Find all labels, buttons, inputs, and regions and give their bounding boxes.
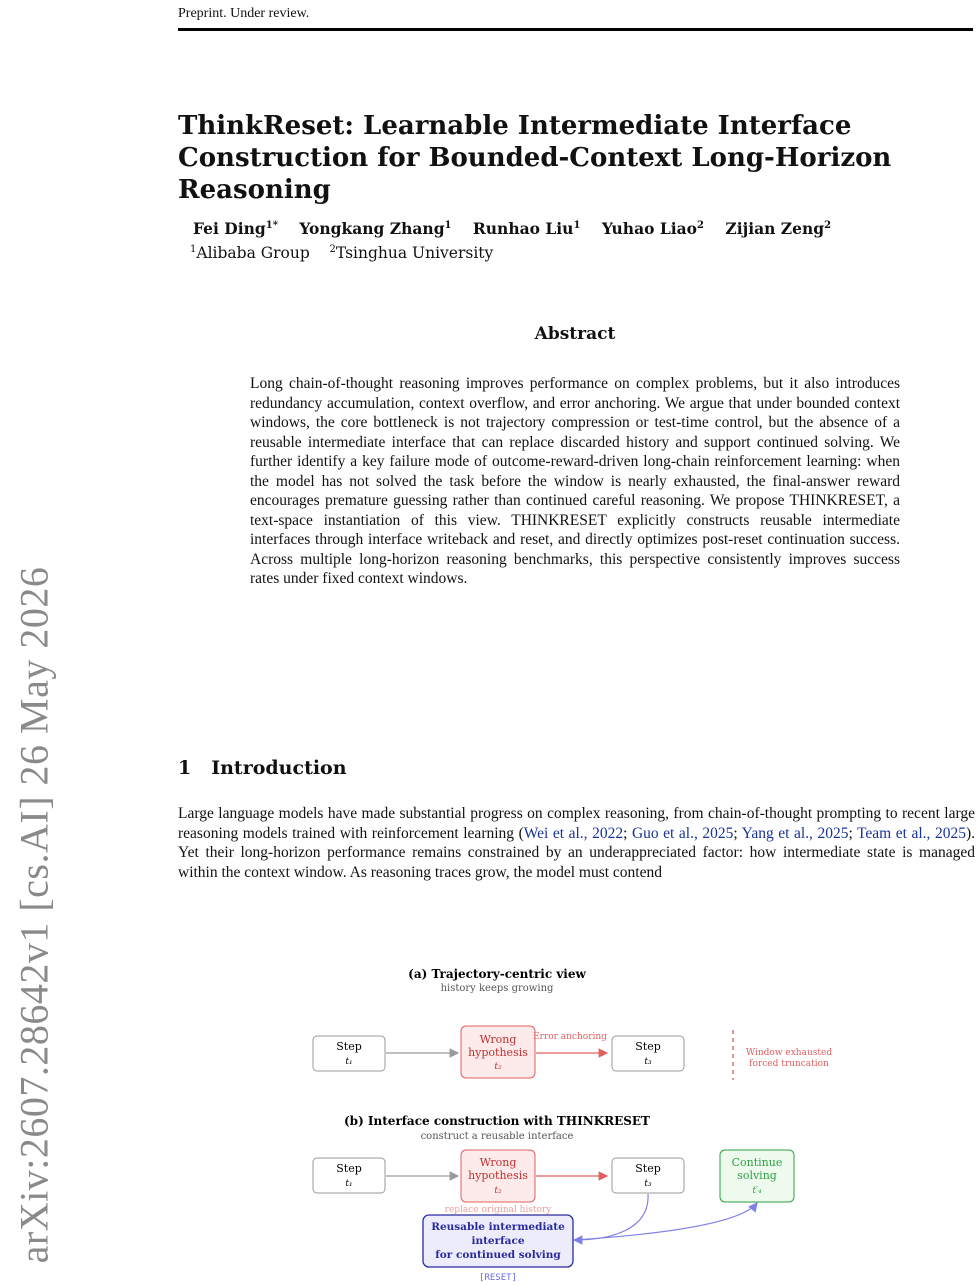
interface-line3: for continued solving	[435, 1249, 561, 1261]
author-sup: 2	[697, 219, 704, 231]
wrong-line2: hypothesis	[468, 1046, 528, 1059]
intro-lead: Large language models have made substantial progress on complex reasoning, from chain-of-thought prompting to recent large reasoning models trained with reinforcement learning (	[178, 805, 975, 842]
affil-sup: 2	[329, 244, 336, 255]
arrow-step3-interface	[574, 1194, 648, 1240]
section-title: Introduction	[211, 757, 347, 779]
continue-line1: Continue	[731, 1156, 783, 1169]
citation-link[interactable]: Yang et al., 2025	[741, 824, 849, 842]
abstract-body: Long chain-of-thought reasoning improves performance on complex problems, but it also introduces redundancy accumulation, context overflow, and error anchoring. We argue that under bounded context windows, the core bottleneck is not trajectory compression or test-time control, but the absence of a reusable intermediate interface that can replace discarded history and support continued solving. We further identify a key failure mode of outcome-reward-driven long-chain reinforcement learning: when the model has not solved the task before the window is nearly exhausted, the final-answer reward encourages premature guessing rather than continued careful reasoning. We propose THINKRESET, a text-space instantiation of this view. THINKRESET explicitly constructs reusable intermediate interfaces through interface writeback and reset, and directly optimizes post-reset continuation success. Across multiple long-horizon reasoning benchmarks, this perspective consistently improves success rates under fixed context windows.	[250, 375, 900, 587]
affil-name: Alibaba Group	[196, 244, 310, 263]
citation-link[interactable]: Team et al., 2025	[857, 824, 966, 842]
wrong-sub: t₂	[494, 1062, 502, 1072]
affil-sup: 1	[190, 244, 197, 255]
step1-label: Step	[336, 1040, 362, 1053]
panel-a-subtitle: history keeps growing	[440, 983, 554, 994]
step1-sub-b: t₁	[345, 1179, 353, 1189]
author-name: Runhao Liu	[472, 219, 574, 238]
continue-line2: solving	[737, 1169, 777, 1182]
wrong-line1: Wrong	[479, 1033, 517, 1046]
replace-history-label: replace original history	[444, 1205, 552, 1215]
reset-token: [RESET]	[479, 1273, 517, 1283]
wrong-line1-b: Wrong	[479, 1156, 517, 1169]
arrow-interface-continue	[574, 1203, 757, 1240]
exhausted-line2: forced truncation	[749, 1059, 829, 1069]
step1-label-b: Step	[336, 1162, 362, 1175]
error-anchoring-label: Error anchoring	[533, 1032, 607, 1042]
preprint-header: Preprint. Under review.	[178, 6, 310, 21]
author-sup: 1*	[265, 219, 278, 231]
author-sup: 1	[444, 219, 452, 231]
interface-line2: interface	[471, 1235, 525, 1247]
continue-sub: t′₄	[752, 1186, 762, 1196]
abstract-heading: Abstract	[534, 324, 616, 344]
interface-line1: Reusable intermediate	[431, 1221, 565, 1233]
author-name: Zijian Zeng	[725, 219, 825, 238]
panel-a-title: (a) Trajectory-centric view	[408, 967, 586, 981]
panel-b-subtitle: construct a reusable interface	[420, 1131, 574, 1142]
citation-link[interactable]: Wei et al., 2022	[523, 824, 624, 842]
affil-name: Tsinghua University	[335, 244, 494, 263]
author-name: Fei Ding	[193, 219, 266, 238]
citation-link[interactable]: Guo et al., 2025	[631, 824, 734, 842]
wrong-line2-b: hypothesis	[468, 1169, 528, 1182]
step3-label: Step	[635, 1040, 661, 1053]
wrong-sub-b: t₂	[494, 1186, 502, 1196]
panel-b-title: (b) Interface construction with THINKRESET	[344, 1114, 650, 1128]
author-sup: 1	[573, 219, 581, 231]
step3-sub: t₃	[644, 1057, 652, 1067]
step3-sub-b: t₃	[644, 1179, 652, 1189]
step3-label-b: Step	[635, 1162, 661, 1175]
section-number: 1	[178, 757, 192, 779]
arxiv-id: arXiv:2607.28642v1 [cs.AI] 26 May 2026	[11, 566, 57, 1264]
paper-title: ThinkReset: Learnable Intermediate Interface Construction for Bounded-Context Long-Horizon Reasoning	[178, 111, 892, 205]
intro-tail: ). Yet their long-horizon performance remains constrained by an underappreciated factor: how intermediate state is managed within the context window. As reasoning traces grow, the model must contend	[178, 824, 976, 881]
author-sup: 2	[824, 219, 832, 231]
author-name: Yuhao Liao	[601, 219, 698, 238]
intro-paragraph: Large language models have made substantial progress on complex reasoning, from chain-of-thought prompting to recent large reasoning models trained with reinforcement learning (Wei et al., 2022; Guo et al., 2025; Yang et al., 2025; Team et al., 2025). Yet their long-horizon performance remains constrained by an underappreciated factor: how intermediate state is managed within the context window. As reasoning traces grow, the model must contend	[178, 805, 976, 881]
author-name: Yongkang Zhang	[299, 219, 445, 238]
exhausted-line1: Window exhausted	[745, 1048, 833, 1058]
step1-sub: t₁	[345, 1057, 353, 1067]
